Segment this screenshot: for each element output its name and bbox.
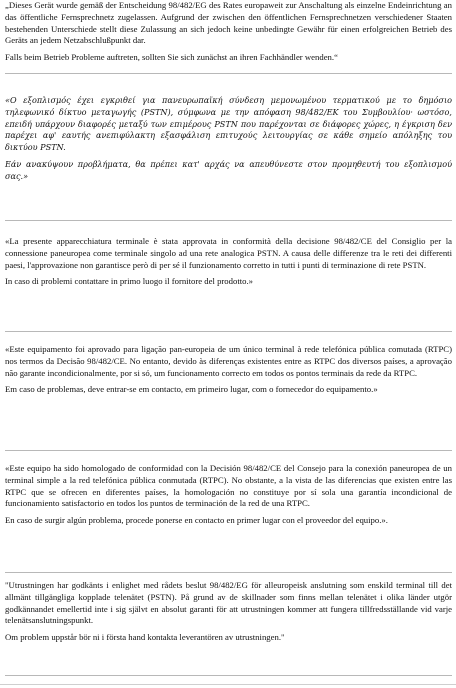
notice-paragraph: «Este equipo ha sido homologado de conformidad con la Decisión 98/482/CE del Consejo para la conexión paneuropea de un terminal simple a la red telefónica pública conmutada (RTPC). No obstante, a la vista de las diferencias que existen entre las RTPC que se ofrecen en diferentes países, la homologación no constituye por sí sola una garantía incondicional de funcionamiento satisfactorio en todos los puntos de terminación de la red de una RTPC. — [5, 463, 452, 509]
notice-paragraph: „Dieses Gerät wurde gemäß der Entscheidung 98/482/EG des Rates europaweit zur Anschaltung als einzelne Endeinrichtung an das öffentliche Fernsprechnetz zugelassen. Aufgrund der zwischen den öffentlichen Fernsprechnetzen verschiedener Staaten bestehenden Unterschiede stellt diese Zulassung an sich jedoch keine unbedingte Gewähr für einen erfolgreichen Betrieb des Geräts an jedem Netzabschlußpunkt dar. — [5, 0, 452, 46]
notice-paragraph: Falls beim Betrieb Probleme auftreten, sollten Sie sich zunächst an ihren Fachhändler wenden.“ — [5, 52, 338, 63]
notice-block-greek — [5, 95, 452, 221]
notice-block-italian — [5, 236, 452, 332]
notice-paragraph: «La presente apparecchiatura terminale è stata approvata in conformità della decisione 98/482/CE del Consiglio per la connessione paneuropea come terminale singolo ad una rete analogica PSTN. A causa delle differenze tra le reti dei differenti paesi, l'approvazione non garantisce però di per sé il funzionamento corretto in tutti i punti di terminazione di rete PSTN. — [5, 236, 452, 270]
notice-paragraph: "Utrustningen har godkänts i enlighet med rådets beslut 98/482/EG för alleuropeisk anslutning som enskild terminal till det allmänt tillgängliga kopplade telenätet (PSTN). På grund av de skillnader som finns mellan telenätet i olika länder utgör godkännandet emellertid inte i sig självt en absolut garanti för att utrustningen kommer att fungera tillfredsställande vid varje telenätsanslutningspunkt. — [5, 580, 452, 626]
notice-block-german — [5, 0, 452, 74]
notice-block-spanish — [5, 463, 452, 573]
notice-paragraph: Om problem uppstår bör ni i första hand kontakta leverantören av utrustningen." — [5, 632, 285, 643]
notice-paragraph: En caso de surgir algún problema, procede ponerse en contacto en primer lugar con el proveedor del equipo.». — [5, 515, 388, 526]
notice-paragraph: «Este equipamento foi aprovado para ligação pan-europeia de um único terminal à rede telefónica pública comutada (RTPC) nos termos da Decisão 98/482/CE. No entanto, devido às diferenças existentes entre as RTPC dos diversos países, a aprovação não garante incondicionalmente, por si só, um funcionamento correcto em todos os pontos terminais da rede da RTPC. — [5, 344, 452, 378]
notice-paragraph: Εάν ανακύψουν προβλήματα, θα πρέπει κατ' αρχάς να απευθύνεστε στον προμηθευτή του εξοπλισμού σας.» — [5, 158, 452, 181]
notice-paragraph: In caso di problemi contattare in primo luogo il fornitore del prodotto.» — [5, 276, 254, 287]
bottom-divider — [0, 684, 456, 685]
notice-block-portuguese — [5, 344, 452, 451]
notice-block-swedish — [5, 580, 452, 676]
notice-paragraph: «Ο εξοπλισμός έχει εγκριθεί για πανευρωπαϊκή σύνδεση μεμονωμένου τερματικού με το δημόσιο τηλεφωνικό δίκτυο μεταγωγής (PSTN), σύμφωνα με την απόφαση 98/482/ΕΚ του Συμβουλίου· ωστόσο, επειδή υπάρχουν διαφορές μεταξύ των επιμέρους PSTN που παρέχονται σε διάφορες χώρες, η έγκριση δεν παρέχει αφ' εαυτής ανεπιφύλακτη εξασφάλιση επιτυχούς λειτουργίας σε κάθε σημείο απόληξης του δικτύου PSTN. — [5, 95, 452, 153]
notice-paragraph: Em caso de problemas, deve entrar-se em contacto, em primeiro lugar, com o fornecedor do equipamento.» — [5, 384, 378, 395]
